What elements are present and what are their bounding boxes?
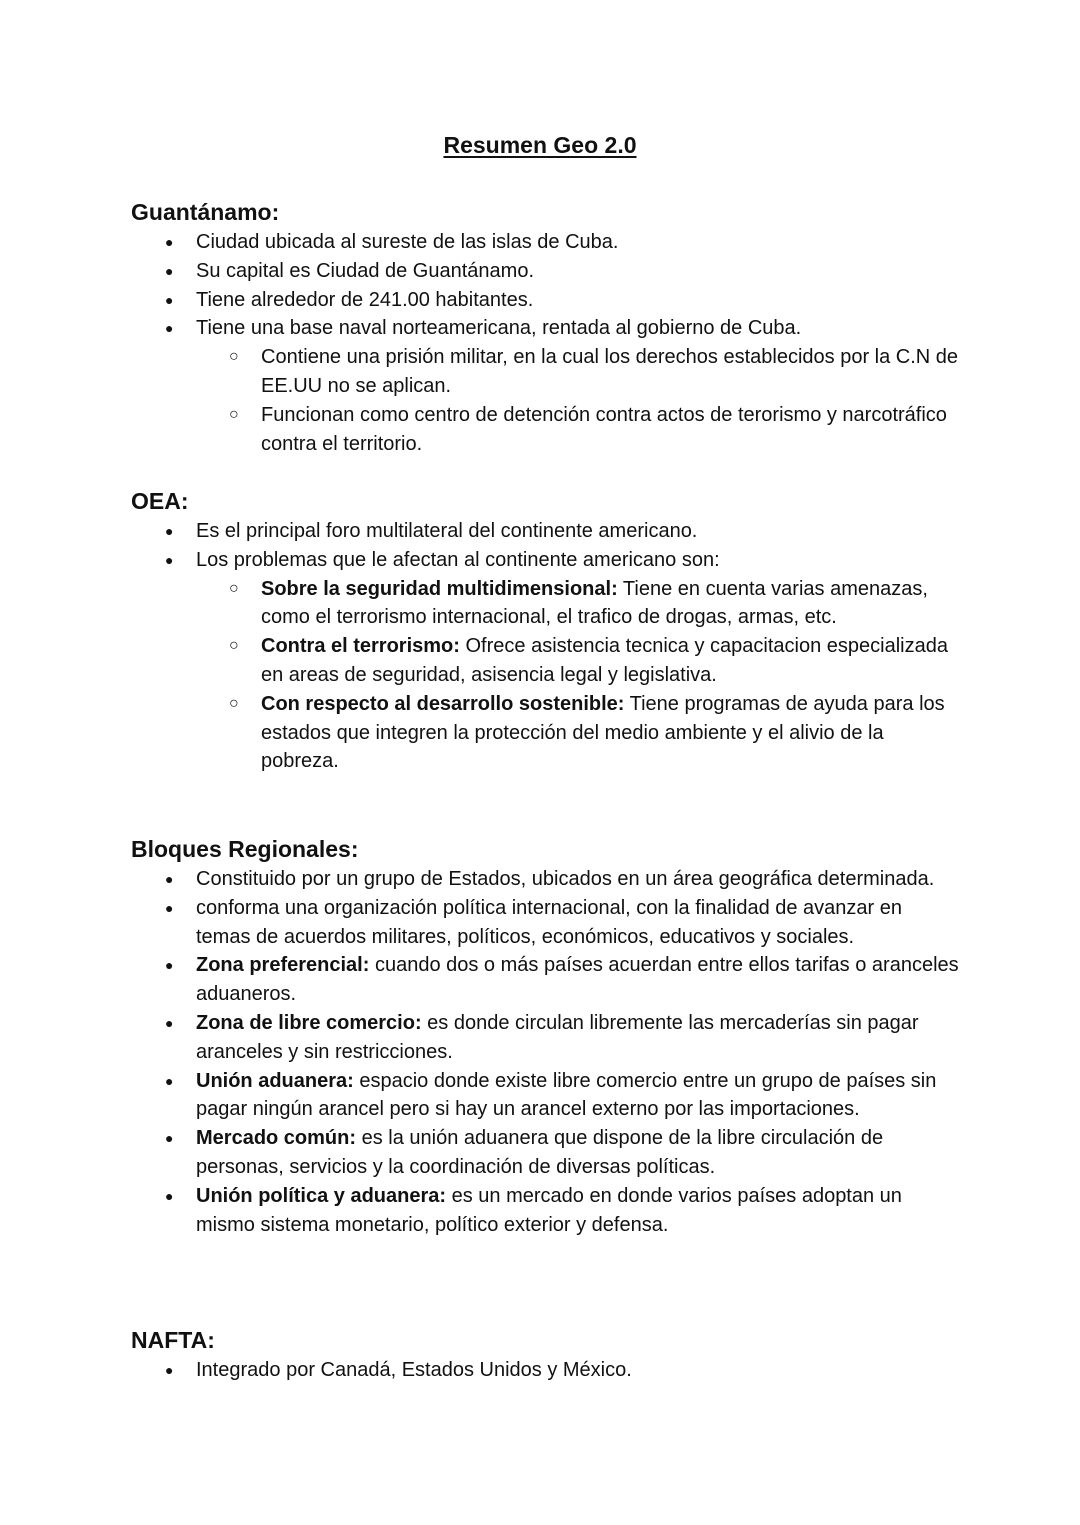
list-item: ● Los problemas que le afectan al continente americano son: ○ Sobre la seguridad multidimensional: Tiene en cuenta varias amenazas, como el terrorismo internacional, el trafico de drogas, armas, etc. ○ Contra el terrorismo: Ofrece asistencia tecnica y capacitacion especializada en areas de seguridad, asisencia legal y legislativa. ○ Con respecto al desarrollo sostenible: Tiene programas de ayuda para los estados que integren la protección del medio ambiente y el alivio de la pobreza. <box>131 546 961 776</box>
list-item: ● Mercado común: es la unión aduanera que dispone de la libre circulación de personas, servicios y la coordinación de diversas políticas. <box>131 1124 961 1182</box>
list-item: ● Unión política y aduanera: es un mercado en donde varios países adoptan un mismo sistema monetario, político exterior y defensa. <box>131 1182 961 1240</box>
sub-list-item: ○ Contiene una prisión militar, en la cual los derechos establecidos por la C.N de EE.UU no se aplican. <box>196 343 961 401</box>
bullet-list <box>131 865 961 1239</box>
bullet-icon: ● <box>165 291 174 308</box>
list-item: ● Unión aduanera: espacio donde existe libre comercio entre un grupo de países sin pagar ningún arancel pero si hay un arancel externo por las importaciones. <box>131 1067 961 1125</box>
hollow-bullet-icon: ○ <box>229 637 239 655</box>
bullet-icon: ● <box>165 1362 174 1378</box>
sub-list-item: ○ Funcionan como centro de detención contra actos de terorismo y narcotráfico contra el territorio. <box>196 401 961 459</box>
list-item: ● Integrado por Canadá, Estados Unidos y México. <box>131 1356 961 1385</box>
hollow-bullet-icon: ○ <box>229 405 239 423</box>
hollow-bullet-icon: ○ <box>229 348 239 366</box>
section-heading: OEA: <box>131 488 189 514</box>
bullet-icon: ● <box>165 234 174 250</box>
bullet-icon: ● <box>165 1187 174 1204</box>
bullet-icon: ● <box>165 1130 174 1147</box>
bullet-icon: ● <box>165 262 174 279</box>
bullet-list <box>131 228 961 458</box>
bullet-icon: ● <box>165 320 174 337</box>
bullet-list <box>131 517 961 776</box>
sub-list-item: ○ Sobre la seguridad multidimensional: Tiene en cuenta varias amenazas, como el terrorismo internacional, el trafico de drogas, armas, etc. <box>196 575 961 633</box>
list-item: ● Ciudad ubicada al sureste de las islas de Cuba. <box>131 228 961 257</box>
section-oea <box>131 485 961 776</box>
sub-list-item: ○ Contra el terrorismo: Ofrece asistencia tecnica y capacitacion especializada en areas de seguridad, asisencia legal y legislativa. <box>196 632 961 690</box>
sub-bullet-list <box>196 575 961 777</box>
section-bloques-regionales <box>131 833 961 1239</box>
bullet-icon: ● <box>165 551 174 568</box>
hollow-bullet-icon: ○ <box>229 579 239 597</box>
list-item: ● Zona de libre comercio: es donde circulan libremente las mercaderías sin pagar aranceles y sin restricciones. <box>131 1009 961 1067</box>
list-item: ● Es el principal foro multilateral del continente americano. <box>131 517 961 546</box>
list-item: ● conforma una organización política internacional, con la finalidad de avanzar en temas de acuerdos militares, políticos, económicos, educativos y sociales. <box>131 894 961 952</box>
list-item: ● Su capital es Ciudad de Guantánamo. <box>131 257 961 286</box>
bullet-icon: ● <box>165 1072 174 1089</box>
bullet-icon: ● <box>165 957 174 974</box>
section-nafta <box>131 1324 961 1385</box>
bullet-icon: ● <box>165 1014 174 1031</box>
sub-bullet-list <box>196 343 961 458</box>
section-heading: Guantánamo: <box>131 199 280 225</box>
page-title <box>0 129 1080 161</box>
section-heading: NAFTA: <box>131 1327 215 1353</box>
list-item: ● Zona preferencial: cuando dos o más países acuerdan entre ellos tarifas o aranceles aduaneros. <box>131 951 961 1009</box>
list-item: ● Tiene alrededor de 241.00 habitantes. <box>131 286 961 315</box>
sub-list-item: ○ Con respecto al desarrollo sostenible: Tiene programas de ayuda para los estados que integren la protección del medio ambiente y el alivio de la pobreza. <box>196 690 961 776</box>
bullet-icon: ● <box>165 899 174 916</box>
list-item: ● Tiene una base naval norteamericana, rentada al gobierno de Cuba. ○ Contiene una prisión militar, en la cual los derechos establecidos por la C.N de EE.UU no se aplican. ○ Funcionan como centro de detención contra actos de terorismo y narcotráfico contra el territorio. <box>131 314 961 458</box>
section-heading: Bloques Regionales: <box>131 836 359 862</box>
page-title-text: Resumen Geo 2.0 <box>443 132 637 158</box>
list-item: ● Constituido por un grupo de Estados, ubicados en un área geográfica determinada. <box>131 865 961 894</box>
bullet-list <box>131 1356 961 1385</box>
bullet-icon: ● <box>165 523 174 539</box>
hollow-bullet-icon: ○ <box>229 694 239 712</box>
section-guantanamo <box>131 196 961 458</box>
bullet-icon: ● <box>165 871 174 887</box>
